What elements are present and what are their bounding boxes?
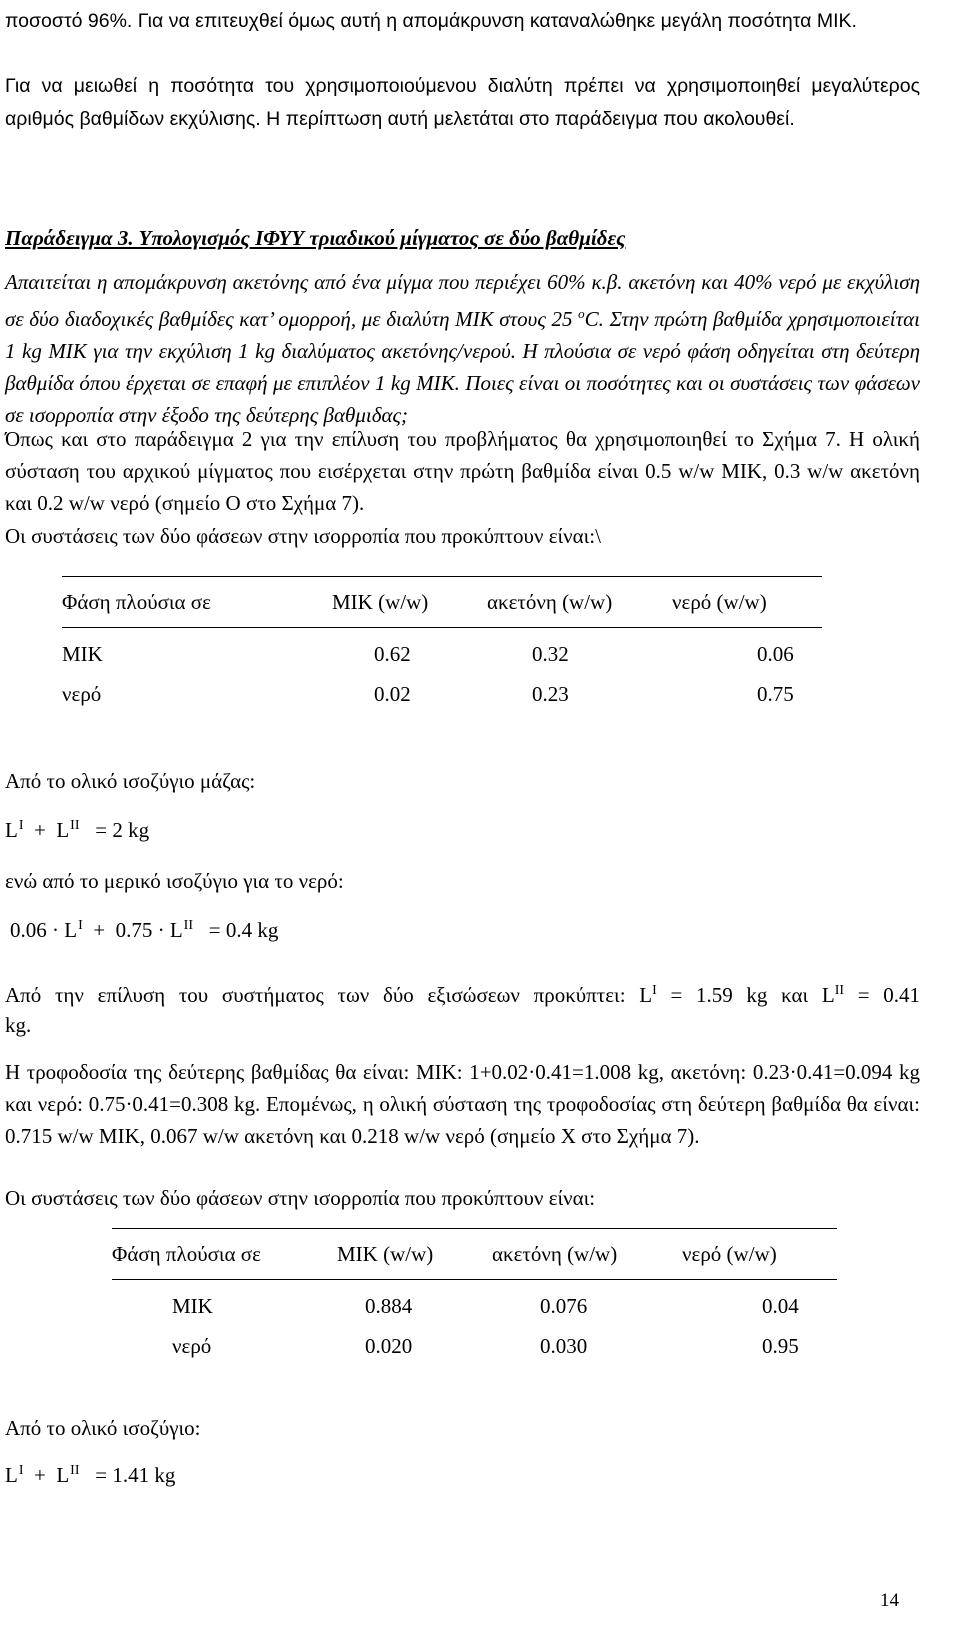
table-header-cell: Φάση πλούσια σε [62, 577, 332, 628]
table-header-cell: ΜΙΚ (w/w) [337, 1229, 492, 1280]
eq-var: L [5, 1463, 18, 1487]
equilibrium-table-1 [62, 576, 822, 714]
table-header-cell: Φάση πλούσια σε [112, 1229, 337, 1280]
eq-rhs: = 1.41 kg [95, 1463, 176, 1487]
table-cell: 0.95 [762, 1333, 799, 1358]
table-cell: 0.62 [374, 641, 411, 666]
table-cell: νερό [62, 681, 102, 706]
table-cell: νερό [172, 1333, 212, 1358]
table-header-row [112, 1229, 837, 1280]
problem-statement [5, 266, 920, 431]
table-row [112, 1326, 837, 1366]
paragraph-solution: Όπως και στο παράδειγμα 2 για την επίλυση του προβλήματος θα χρησιμοποιηθεί το Σχήμα 7. Η ολική σύσταση του αρχικού μίγματος που εισέρχεται στην πρώτη βαθμίδα είναι 0.5 w/w ΜΙΚ, 0.3 w/w ακετόνη και 0.2 w/w νερό (σημείο Ο στο Σχήμα 7). [5, 427, 920, 515]
table-cell: 0.04 [762, 1293, 799, 1318]
table-cell: ΜΙΚ [62, 641, 103, 666]
table-cell: 0.32 [532, 641, 569, 666]
equilibrium-table-2 [112, 1228, 837, 1366]
eq-sup: I [18, 818, 24, 833]
eq-term: 0.75 · L [115, 918, 183, 942]
eq-sup: II [183, 918, 193, 933]
eq-var: L [56, 1463, 70, 1487]
conjunction: και [781, 983, 809, 1007]
paragraph-feed: Η τροφοδοσία της δεύτερης βαθμίδας θα είναι: ΜΙΚ: 1+0.02·0.41=1.008 kg, ακετόνη: 0.23·0.41=0.094 kg και νερό: 0.75·0.41=0.308 kg. Επομένως, η ολική σύσταση της τροφοδοσίας στη δεύτερη βαθμίδα θα είναι: 0.715 w/w ΜΙΚ, 0.067 w/w ακετόνη και 0.218 w/w νερό (σημείο Χ στο Σχήμα 7). [5, 1060, 920, 1148]
table-cell: 0.75 [757, 681, 794, 706]
eq-var: L [5, 818, 18, 842]
table-header-cell: ΜΙΚ (w/w) [332, 577, 487, 628]
paragraph-compositions-2: Οι συστάσεις των δύο φάσεων στην ισορροπία που προκύπτουν είναι: [5, 1186, 596, 1210]
table-row [62, 628, 822, 675]
eq-term: 0.06 · L [10, 918, 78, 942]
table-cell: ΜΙΚ [172, 1293, 213, 1318]
paragraph-intro: Για να μειωθεί η ποσότητα του χρησιμοποιούμενου διαλύτη πρέπει να χρησιμοποιηθεί μεγαλύτερος αριθμός βαθμίδων εκχύλισης. Η περίπτωση αυτή μελετάται στο παράδειγμα που ακολουθεί. [5, 75, 920, 130]
eq-sup: II [70, 1463, 80, 1478]
eq-op: + [93, 918, 106, 942]
eq-value: = 1.59 kg [670, 983, 768, 1007]
eq-op: + [34, 1463, 46, 1487]
table-cell: 0.884 [365, 1293, 413, 1318]
table-header-row [62, 577, 822, 628]
eq-sup: I [652, 983, 657, 998]
eq-op: + [34, 818, 46, 842]
eq-sup: II [70, 818, 80, 833]
table-cell: 0.076 [540, 1293, 588, 1318]
paragraph-compositions-1: Οι συστάσεις των δύο φάσεων στην ισορροπία που προκύπτουν είναι:\ [5, 524, 601, 548]
table-cell: 0.020 [365, 1333, 413, 1358]
eq-rhs: = 0.4 kg [208, 918, 279, 942]
problem-text-2: C. Στην πρώτη βαθμίδα χρησιμοποιείται 1 kg ΜΙΚ για την εκχύλιση 1 kg διαλύματος ακετόνης/νερού. Η πλούσια σε νερό φάση οδηγείται στη δεύτερη βαθμίδα όπου έρχεται σε επαφή με επιπλέον 1 kg ΜΙΚ. Ποιες είναι οι ποσότητες και οι συστάσεις των φάσεων σε ισορροπία στην έξοδο της δεύτερης βαθμιδας; [5, 307, 920, 427]
solve-text: Από την επίλυση του συστήματος των δύο εξισώσεων προκύπτει: [5, 983, 626, 1007]
paragraph-top: ποσοστό 96%. Για να επιτευχθεί όμως αυτή η απομάκρυνση καταναλώθηκε μεγάλη ποσότητα ΜΙΚ. [5, 10, 857, 32]
paragraph-total-balance: Από το ολικό ισοζύγιο: [5, 1416, 201, 1440]
eq-var: L [821, 983, 835, 1007]
eq-sup: I [78, 918, 83, 933]
eq-sup: II [834, 983, 845, 998]
solve-unit: kg. [5, 1013, 32, 1037]
table-row [112, 1280, 837, 1327]
equation-total-balance [5, 1463, 175, 1488]
eq-rhs: = 2 kg [95, 818, 150, 842]
equation-water-balance [10, 918, 278, 943]
table-header-cell: ακετόνη (w/w) [487, 577, 672, 628]
table-header-cell: ακετόνη (w/w) [492, 1229, 682, 1280]
problem-text-1: Απαιτείται η απομάκρυνση ακετόνης από ένα μίγμα που περιέχει 60% κ.β. ακετόνη και 40% νερό με εκχύλιση σε δύο διαδοχικές βαθμίδες κατ’ ομορροή, με διαλύτη ΜΙΚ στους 25 [5, 270, 920, 331]
table-row [62, 674, 822, 714]
table-cell: 0.06 [757, 641, 794, 666]
eq-value: = 0.41 [857, 983, 921, 1007]
paragraph-solve [5, 974, 920, 1012]
table-cell: 0.02 [374, 681, 411, 706]
example-heading: Παράδειγμα 3. Υπολογισμός ΙΦΥΥ τριαδικού μίγματος σε δύο βαθμίδες [5, 226, 626, 250]
degree-sup: o [578, 306, 585, 321]
page-number: 14 [880, 1590, 899, 1611]
paragraph-mass-balance: Από το ολικό ισοζύγιο μάζας: [5, 769, 256, 793]
table-header-cell: νερό (w/w) [672, 577, 822, 628]
table-cell: 0.23 [532, 681, 569, 706]
table-header-cell: νερό (w/w) [682, 1229, 837, 1280]
eq-var: L [56, 818, 70, 842]
paragraph-partial-balance: ενώ από το μερικό ισοζύγιο για το νερό: [5, 869, 344, 893]
eq-sup: I [18, 1463, 24, 1478]
equation-mass-balance [5, 818, 149, 843]
table-cell: 0.030 [540, 1333, 588, 1358]
eq-var: L [639, 983, 653, 1007]
